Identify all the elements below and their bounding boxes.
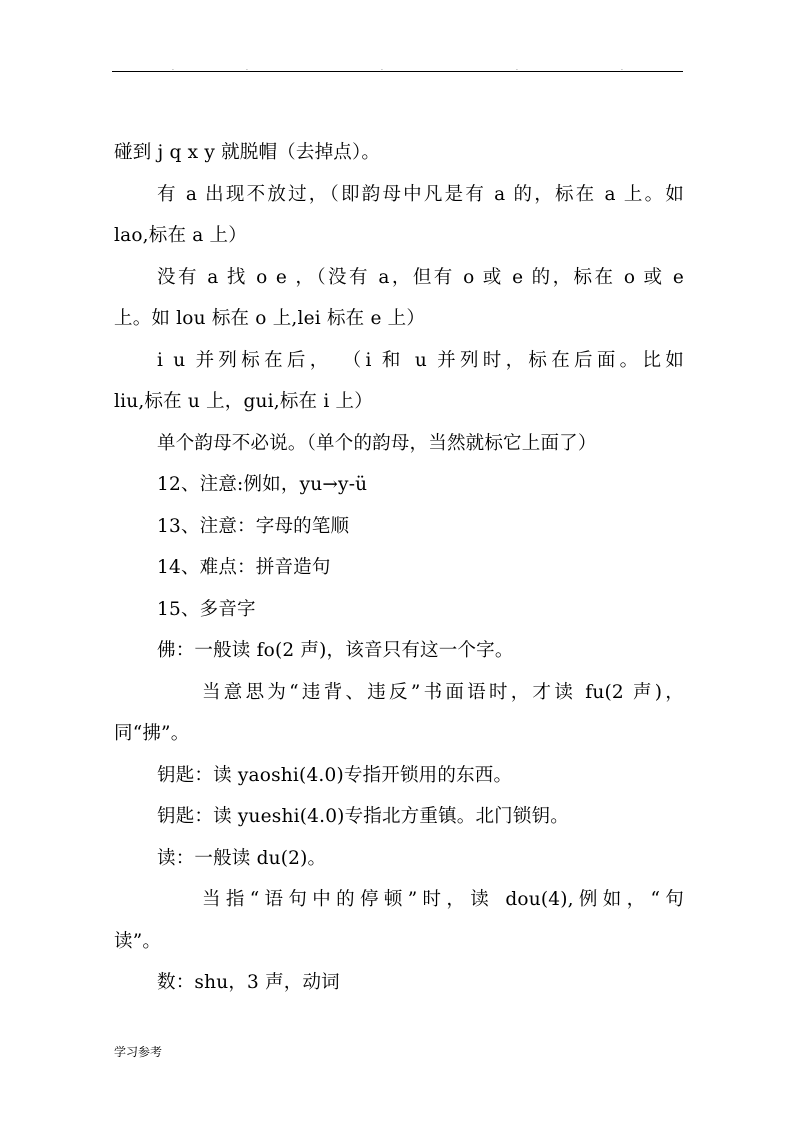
header-dot: . [516,65,518,72]
text-line: 上。如 lou 标在 o 上,lei 标在 e 上） [114,308,426,329]
text-line: 读：一般读 du(2)。 [157,847,327,869]
text-line: 12、注意:例如，yu→y-ü [157,474,368,495]
text-line: 当指“语句中的停顿”时，读 dou(4),例如，“句 [202,889,684,910]
text-line: 没有 a 找 o e ，（没有 a，但有 o 或 e 的，标在 o 或 e [157,266,684,288]
text-line: 碰到 j q x y 就脱帽（去掉点）。 [114,142,381,163]
text-line: 钥匙：读 yaoshi(4.0)专指开锁用的东西。 [157,764,513,786]
text-line: 同“拂”。 [114,723,190,744]
text-line: 13、注意：字母的笔顺 [157,515,350,537]
text-line: i u 并列标在后， （i 和 u 并列时，标在后面。比如 [157,349,684,371]
text-line: 读”。 [114,930,162,952]
text-line: 当意思为“违背、违反”书面语时，才读 fu(2 声)， [202,681,684,703]
text-line: 单个韵母不必说。（单个的韵母，当然就标它上面了） [157,432,597,454]
header-dot: . [381,65,383,72]
text-line: lao,标在 a 上） [114,225,247,246]
text-line: 佛：一般读 fo(2 声)，该音只有这一个字。 [157,640,514,661]
document-body [114,132,684,1004]
text-line: 钥匙：读 yueshi(4.0)专指北方重镇。北门锁钥。 [157,806,569,827]
text-line: 有 a 出现不放过，（即韵母中凡是有 a 的，标在 a 上。如 [157,183,684,205]
footer-label: 学习参考 [114,1045,163,1059]
header-dot: . [172,65,174,72]
header-dot: . [246,65,248,72]
header-rule [112,71,683,72]
text-line: 15、多音字 [157,598,256,620]
header-dot: . [621,65,623,72]
text-line: 14、难点：拼音造句 [157,557,331,578]
text-line: 数：shu，3 声，动词 [157,972,340,993]
text-line: liu,标在 u 上，gui,标在 i 上） [114,391,373,412]
